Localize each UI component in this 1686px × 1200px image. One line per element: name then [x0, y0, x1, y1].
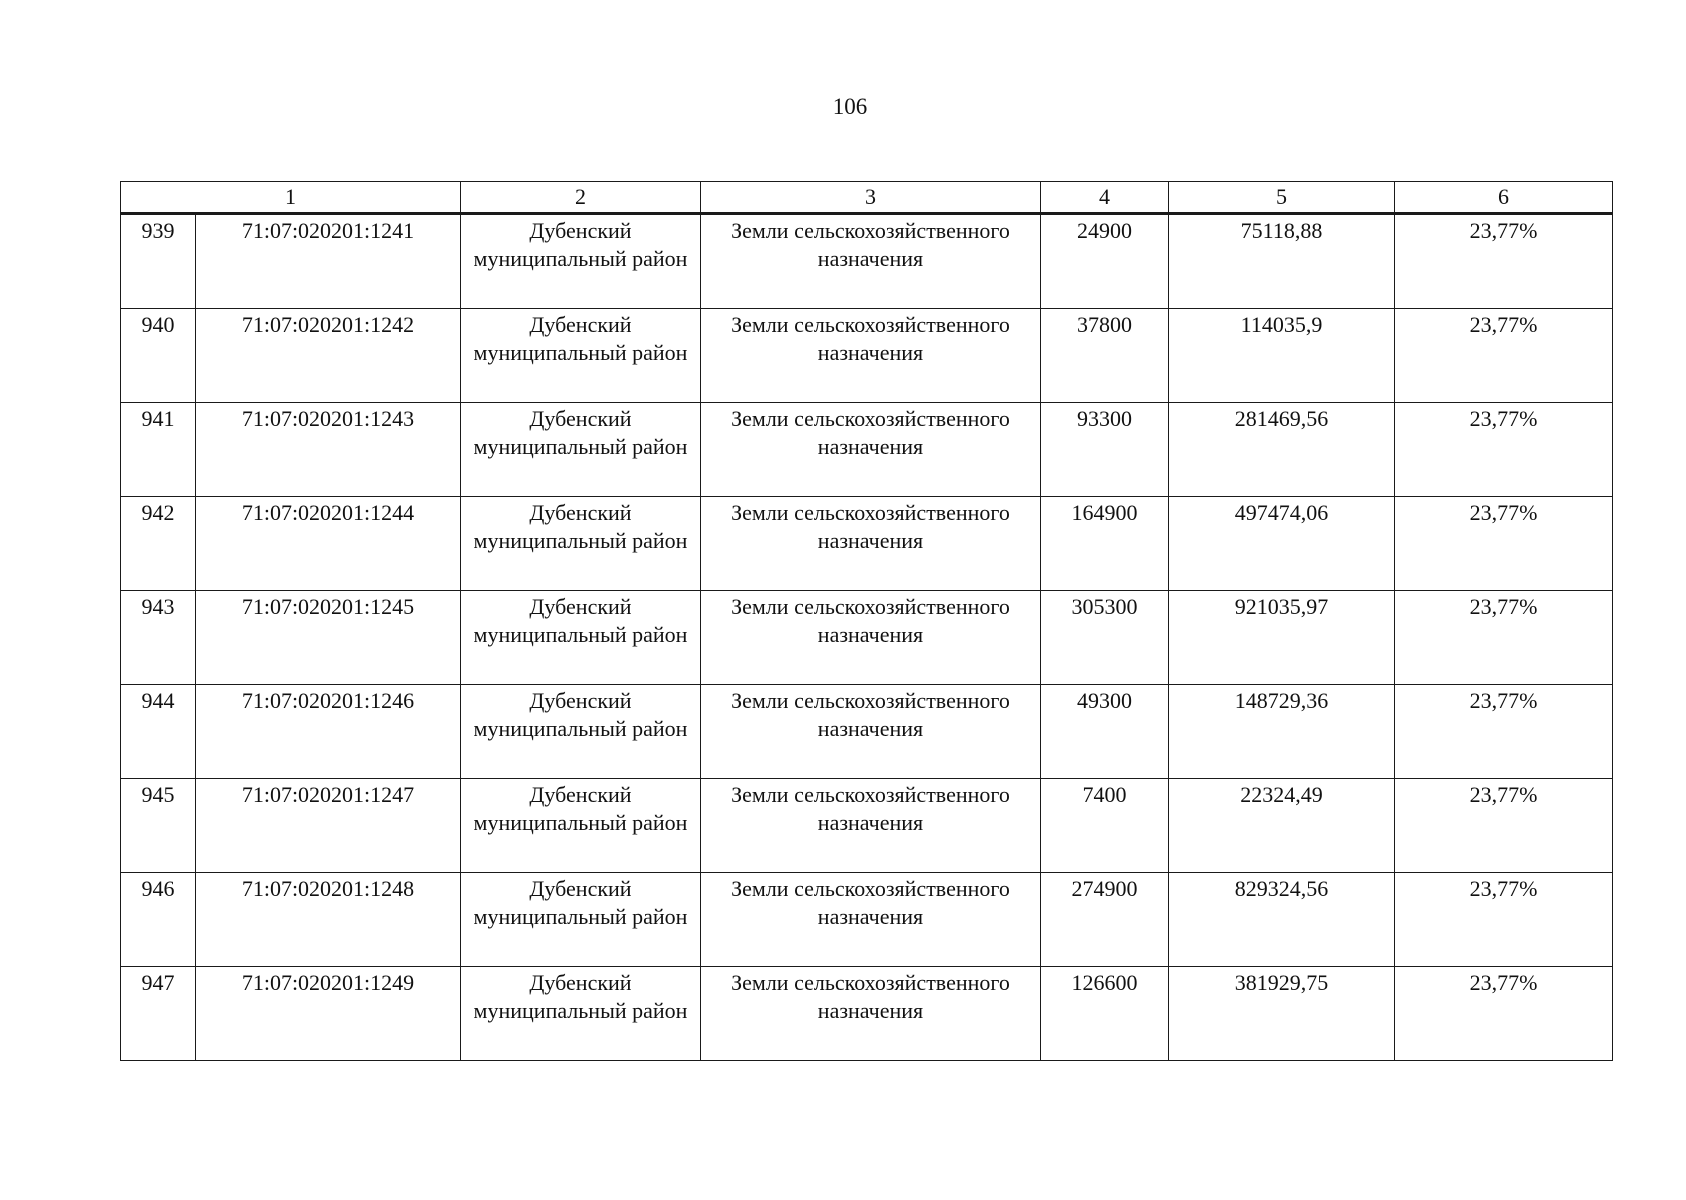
area-cell: 274900	[1041, 873, 1169, 967]
header-col-2: 2	[461, 182, 701, 214]
land-registry-table	[120, 181, 1613, 1061]
land-category-cell: Земли сельскохозяйственного назначения	[701, 403, 1041, 497]
cadastral-number-cell: 71:07:020201:1244	[196, 497, 461, 591]
district-cell: Дубенский муниципальный район	[461, 967, 701, 1061]
cadastral-value-cell: 281469,56	[1169, 403, 1395, 497]
row-number-cell: 944	[121, 685, 196, 779]
district-cell: Дубенский муниципальный район	[461, 873, 701, 967]
rate-cell: 23,77%	[1395, 873, 1613, 967]
row-number-cell: 940	[121, 309, 196, 403]
cadastral-number-cell: 71:07:020201:1243	[196, 403, 461, 497]
area-cell: 126600	[1041, 967, 1169, 1061]
header-col-3: 3	[701, 182, 1041, 214]
row-number-cell: 943	[121, 591, 196, 685]
cadastral-number-cell: 71:07:020201:1249	[196, 967, 461, 1061]
cadastral-number-cell: 71:07:020201:1242	[196, 309, 461, 403]
district-cell: Дубенский муниципальный район	[461, 779, 701, 873]
land-category-cell: Земли сельскохозяйственного назначения	[701, 309, 1041, 403]
rate-cell: 23,77%	[1395, 779, 1613, 873]
area-cell: 305300	[1041, 591, 1169, 685]
table-row	[121, 591, 1613, 685]
cadastral-number-cell: 71:07:020201:1247	[196, 779, 461, 873]
table-row	[121, 967, 1613, 1061]
area-cell: 37800	[1041, 309, 1169, 403]
row-number-cell: 941	[121, 403, 196, 497]
row-number-cell: 946	[121, 873, 196, 967]
cadastral-value-cell: 921035,97	[1169, 591, 1395, 685]
area-cell: 7400	[1041, 779, 1169, 873]
header-col-1: 1	[121, 182, 461, 214]
land-category-cell: Земли сельскохозяйственного назначения	[701, 779, 1041, 873]
area-cell: 24900	[1041, 214, 1169, 309]
cadastral-value-cell: 829324,56	[1169, 873, 1395, 967]
rate-cell: 23,77%	[1395, 214, 1613, 309]
rate-cell: 23,77%	[1395, 967, 1613, 1061]
land-category-cell: Земли сельскохозяйственного назначения	[701, 873, 1041, 967]
area-cell: 164900	[1041, 497, 1169, 591]
land-category-cell: Земли сельскохозяйственного назначения	[701, 685, 1041, 779]
cadastral-value-cell: 497474,06	[1169, 497, 1395, 591]
header-col-4: 4	[1041, 182, 1169, 214]
cadastral-number-cell: 71:07:020201:1248	[196, 873, 461, 967]
table-row	[121, 309, 1613, 403]
cadastral-value-cell: 148729,36	[1169, 685, 1395, 779]
land-category-cell: Земли сельскохозяйственного назначения	[701, 967, 1041, 1061]
district-cell: Дубенский муниципальный район	[461, 214, 701, 309]
rate-cell: 23,77%	[1395, 403, 1613, 497]
table-row	[121, 779, 1613, 873]
rate-cell: 23,77%	[1395, 591, 1613, 685]
rate-cell: 23,77%	[1395, 497, 1613, 591]
table-row	[121, 685, 1613, 779]
cadastral-value-cell: 22324,49	[1169, 779, 1395, 873]
land-category-cell: Земли сельскохозяйственного назначения	[701, 591, 1041, 685]
table-row	[121, 214, 1613, 309]
page-number: 106	[832, 94, 868, 119]
cadastral-number-cell: 71:07:020201:1241	[196, 214, 461, 309]
district-cell: Дубенский муниципальный район	[461, 497, 701, 591]
district-cell: Дубенский муниципальный район	[461, 403, 701, 497]
area-cell: 49300	[1041, 685, 1169, 779]
row-number-cell: 947	[121, 967, 196, 1061]
row-number-cell: 939	[121, 214, 196, 309]
table-row	[121, 873, 1613, 967]
table-row	[121, 497, 1613, 591]
cadastral-number-cell: 71:07:020201:1246	[196, 685, 461, 779]
area-cell: 93300	[1041, 403, 1169, 497]
district-cell: Дубенский муниципальный район	[461, 591, 701, 685]
row-number-cell: 942	[121, 497, 196, 591]
cadastral-value-cell: 114035,9	[1169, 309, 1395, 403]
district-cell: Дубенский муниципальный район	[461, 309, 701, 403]
cadastral-number-cell: 71:07:020201:1245	[196, 591, 461, 685]
row-number-cell: 945	[121, 779, 196, 873]
land-category-cell: Земли сельскохозяйственного назначения	[701, 497, 1041, 591]
rate-cell: 23,77%	[1395, 685, 1613, 779]
land-category-cell: Земли сельскохозяйственного назначения	[701, 214, 1041, 309]
header-col-6: 6	[1395, 182, 1613, 214]
header-col-5: 5	[1169, 182, 1395, 214]
cadastral-value-cell: 381929,75	[1169, 967, 1395, 1061]
cadastral-value-cell: 75118,88	[1169, 214, 1395, 309]
table-header-row	[121, 182, 1613, 214]
district-cell: Дубенский муниципальный район	[461, 685, 701, 779]
table-row	[121, 403, 1613, 497]
rate-cell: 23,77%	[1395, 309, 1613, 403]
